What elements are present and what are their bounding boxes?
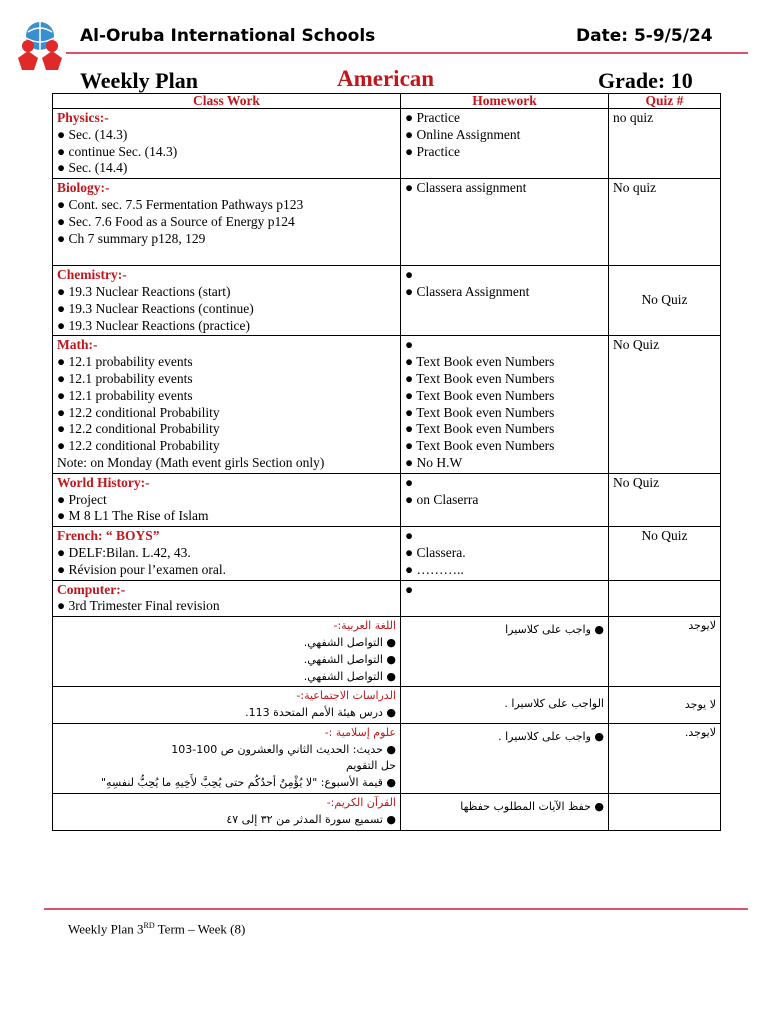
homework-item: ● Text Book even Numbers — [405, 421, 555, 437]
class-work-item: ● Project — [57, 491, 107, 507]
quiz-cell: No Quiz — [609, 336, 721, 473]
subject-title: Math:- — [57, 337, 98, 353]
class-work-item: ● 12.1 probability events — [57, 387, 193, 403]
header-homework: Homework — [401, 94, 609, 109]
homework-item: ● — [405, 528, 414, 544]
class-work-cell — [53, 527, 401, 580]
homework-item: ● Online Assignment — [405, 126, 521, 142]
class-work-item: ● 19.3 Nuclear Reactions (practice) — [57, 317, 250, 333]
subject-title: Biology:- — [57, 180, 110, 196]
arabic-subject-title: الدراسات الاجتماعية:- — [296, 689, 396, 703]
arabic-quiz-cell — [609, 794, 721, 831]
class-work-item: ● DELF:Bilan. L.42, 43. — [57, 544, 191, 560]
subject-row — [53, 266, 721, 336]
header-quiz: Quiz # — [609, 94, 721, 109]
arabic-homework-cell — [401, 617, 609, 687]
arabic-subject-row — [53, 617, 721, 687]
class-work-item: ● Cont. sec. 7.5 Fermentation Pathways p123 — [57, 196, 304, 212]
quiz-cell: No Quiz — [609, 473, 721, 526]
homework-item: ● No H.W — [405, 454, 463, 470]
subject-title: World History:- — [57, 474, 150, 490]
arabic-class-work-item: ● درس هيئة الأمم المتحدة 113. — [245, 706, 396, 720]
arabic-class-work-item: حل التقويم — [346, 759, 396, 773]
arabic-quiz-cell: لايوجد. — [609, 723, 721, 793]
arabic-quiz-cell: لا يوجد — [609, 687, 721, 724]
quiz-cell — [609, 580, 721, 617]
class-work-item: ● 12.2 conditional Probability — [57, 438, 220, 454]
class-work-item: ● 19.3 Nuclear Reactions (start) — [57, 283, 231, 299]
homework-item: ● — [405, 267, 414, 283]
arabic-homework-cell — [401, 687, 609, 724]
homework-cell — [401, 266, 609, 336]
homework-cell — [401, 580, 609, 617]
homework-item: ● Text Book even Numbers — [405, 387, 555, 403]
arabic-subject-row — [53, 794, 721, 831]
homework-item: ● Classera Assignment — [405, 283, 530, 299]
homework-item: ● Classera assignment — [405, 180, 527, 196]
arabic-subject-title: علوم إسلامية :- — [324, 725, 396, 739]
subject-row — [53, 580, 721, 617]
arabic-class-work-cell — [53, 723, 401, 793]
class-work-cell — [53, 109, 401, 179]
class-work-item: ● 12.1 probability events — [57, 370, 193, 386]
arabic-class-work-cell — [53, 687, 401, 724]
subject-row — [53, 109, 721, 179]
homework-cell — [401, 179, 609, 266]
class-work-item: ● Révision pour l’examen oral. — [57, 561, 226, 577]
arabic-homework-cell — [401, 794, 609, 831]
school-logo — [14, 18, 66, 72]
quiz-cell: No quiz — [609, 179, 721, 266]
arabic-homework-item: ● حفظ الآيات المطلوب حفظها — [460, 800, 604, 814]
arabic-class-work-item: ● التواصل الشفهي. — [303, 652, 396, 666]
arabic-class-work-cell — [53, 794, 401, 831]
subject-row — [53, 473, 721, 526]
homework-item: ● ……….. — [405, 561, 464, 577]
class-work-item: ● Sec. (14.3) — [57, 126, 128, 142]
homework-cell — [401, 473, 609, 526]
class-work-cell — [53, 580, 401, 617]
arabic-homework-cell — [401, 723, 609, 793]
class-work-item: ● 3rd Trimester Final revision — [57, 598, 220, 614]
class-work-item: ● M 8 L1 The Rise of Islam — [57, 508, 209, 524]
subject-row — [53, 336, 721, 473]
arabic-subject-title: اللغة العربية:- — [333, 619, 396, 633]
program-name: American — [337, 66, 435, 91]
quiz-cell: No Quiz — [609, 527, 721, 580]
arabic-homework-item: ● واجب على كلاسيرا — [505, 623, 604, 637]
class-work-item: ● Sec. 7.6 Food as a Source of Energy p124 — [57, 213, 295, 229]
school-name: Al-Oruba International Schools — [80, 26, 376, 46]
homework-item: ● Text Book even Numbers — [405, 438, 555, 454]
class-work-cell — [53, 473, 401, 526]
homework-item: ● Classera. — [405, 544, 466, 560]
subject-row — [53, 527, 721, 580]
class-work-cell — [53, 179, 401, 266]
class-work-item: ● 12.1 probability events — [57, 354, 193, 370]
plan-title: Weekly Plan — [80, 68, 198, 93]
homework-item: ● on Claserra — [405, 491, 479, 507]
arabic-class-work-item: ● التواصل الشفهي. — [303, 635, 396, 649]
arabic-class-work-item: ● التواصل الشفهي. — [303, 669, 396, 683]
homework-item: ● Text Book even Numbers — [405, 370, 555, 386]
subject-title: Computer:- — [57, 581, 126, 597]
arabic-quiz-cell: لايوجد — [609, 617, 721, 687]
header-divider — [66, 52, 748, 54]
homework-item: ● Practice — [405, 143, 461, 159]
arabic-subject-row — [53, 687, 721, 724]
class-work-item: ● continue Sec. (14.3) — [57, 143, 178, 159]
arabic-homework-item: الواجب على كلاسيرا . — [504, 697, 604, 711]
homework-cell — [401, 527, 609, 580]
class-work-item: ● 12.2 conditional Probability — [57, 404, 220, 420]
arabic-homework-item: ● واجب على كلاسيرا . — [498, 729, 604, 743]
grade-label: Grade: 10 — [598, 68, 693, 93]
homework-item: ● Text Book even Numbers — [405, 404, 555, 420]
class-work-item: ● Sec. (14.4) — [57, 160, 128, 176]
class-work-item: Note: on Monday (Math event girls Section only) — [57, 454, 325, 470]
footer-text: Weekly Plan 3RD Term – Week (8) — [68, 921, 246, 937]
subject-row — [53, 179, 721, 266]
arabic-class-work-item: ● قيمة الأسبوع: "لا يُؤْمِنُ أحدُكُم حتى يُحِبَّ لأَخِيهِ ما يُحِبُّ لنفسِهِ" — [101, 776, 396, 790]
arabic-subject-title: القرآن الكريم:- — [326, 796, 396, 810]
class-work-cell — [53, 336, 401, 473]
arabic-class-work-item: ● حديث: الحديث الثاني والعشرون ص 100-103 — [171, 742, 396, 756]
subject-title: French: “ BOYS” — [57, 528, 160, 544]
homework-item: ● Practice — [405, 110, 461, 125]
quiz-cell: No Quiz — [609, 266, 721, 336]
homework-item: ● Text Book even Numbers — [405, 354, 555, 370]
homework-cell — [401, 336, 609, 473]
class-work-cell — [53, 266, 401, 336]
class-work-item: ● 12.2 conditional Probability — [57, 421, 220, 437]
weekly-plan-table — [52, 93, 721, 831]
homework-cell — [401, 109, 609, 179]
class-work-item — [57, 247, 396, 264]
homework-item: ● — [405, 581, 414, 597]
quiz-cell: no quiz — [609, 109, 721, 179]
subject-title: Chemistry:- — [57, 267, 127, 283]
footer-divider — [44, 908, 748, 910]
class-work-item: ● 19.3 Nuclear Reactions (continue) — [57, 300, 254, 316]
arabic-subject-row — [53, 723, 721, 793]
arabic-class-work-item: ● تسميع سورة المدثر من ٣٢ إلى ٤٧ — [226, 812, 396, 826]
homework-item: ● — [405, 337, 414, 353]
subject-title: Physics:- — [57, 110, 109, 125]
plan-date: Date: 5-9/5/24 — [576, 26, 713, 46]
arabic-class-work-cell — [53, 617, 401, 687]
homework-item: ● — [405, 474, 414, 490]
class-work-item: ● Ch 7 summary p128, 129 — [57, 230, 206, 246]
header-class-work: Class Work — [53, 94, 401, 109]
